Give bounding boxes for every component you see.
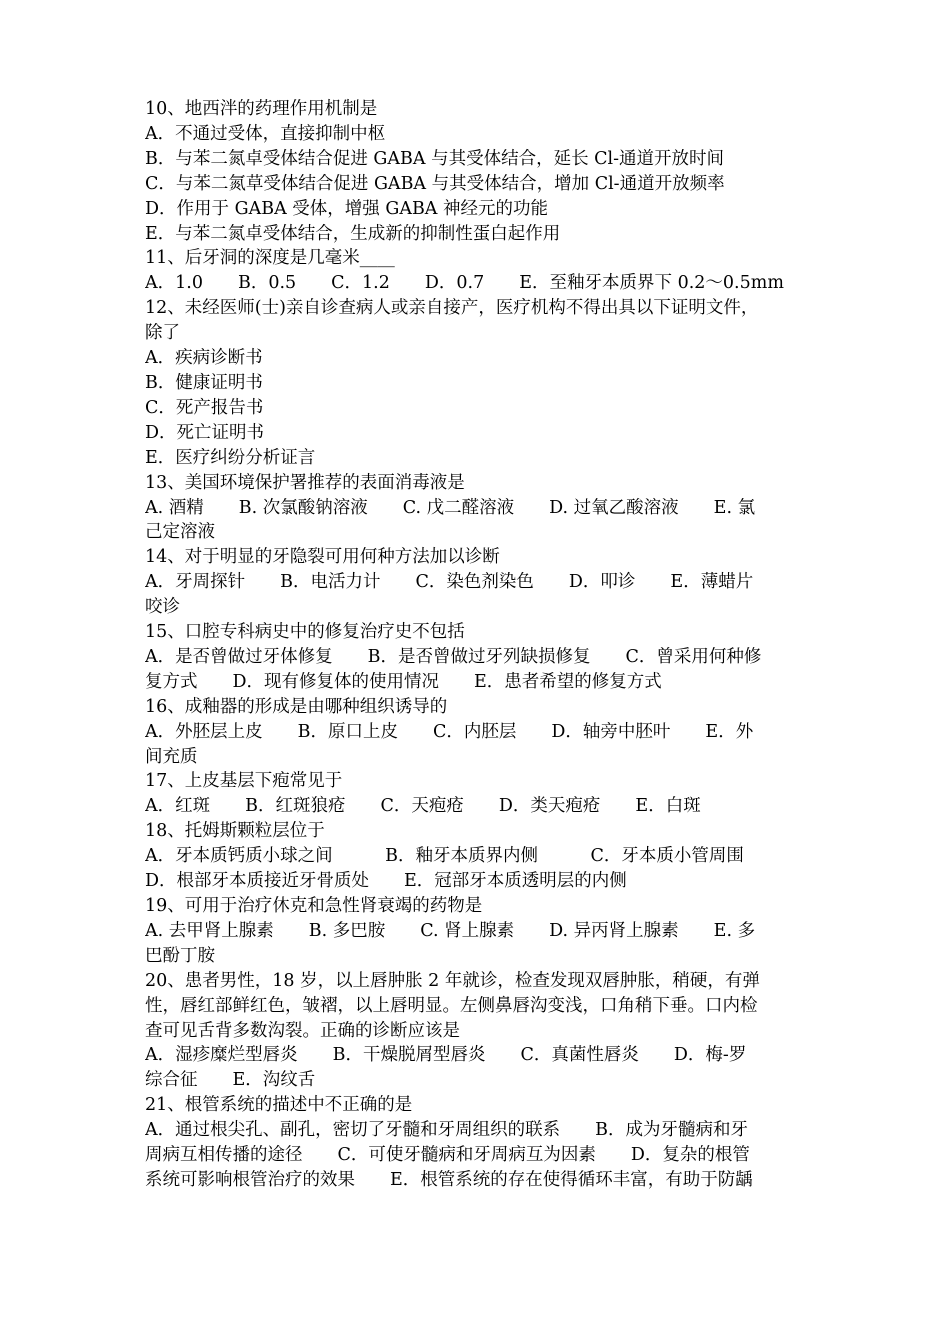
- question-11-stem: 11、后牙洞的深度是几毫米____: [145, 248, 395, 269]
- question-11-options: A．1.0 B．0.5 C．1.2 D．0.7 E．至釉牙本质界下 0.2～0.5mm: [145, 273, 784, 294]
- question-13-options: A. 酒精 B. 次氯酸钠溶液 C. 戊二醛溶液 D. 过氧乙酸溶液 E. 氯: [145, 497, 756, 518]
- question-20-stem: 20、患者男性，18 岁，以上唇肿胀 2 年就诊，检查发现双唇肿胀，稍硬，有弹: [145, 970, 760, 991]
- question-12-option-a: A．疾病诊断书: [145, 348, 263, 369]
- question-12-option-d: D．死亡证明书: [145, 422, 265, 443]
- question-15-stem: 15、口腔专科病史中的修复治疗史不包括: [145, 622, 465, 643]
- question-13-options-cont: 己定溶液: [145, 522, 215, 543]
- question-21-options-cont-2: 系统可影响根管治疗的效果 E．根管系统的存在使得循环丰富，有助于防龋: [145, 1169, 753, 1190]
- question-18-options: A．牙本质钙质小球之间 B．釉牙本质界内侧 C．牙本质小管周围: [145, 846, 744, 867]
- document-page: [145, 97, 811, 1193]
- question-12-option-c: C．死产报告书: [145, 397, 264, 418]
- question-15-options-cont: 复方式 D．现有修复体的使用情况 E．患者希望的修复方式: [145, 671, 662, 692]
- question-18-stem: 18、托姆斯颗粒层位于: [145, 821, 325, 842]
- question-21-stem: 21、根管系统的描述中不正确的是: [145, 1095, 413, 1116]
- question-10-option-a: A．不通过受体，直接抑制中枢: [145, 123, 386, 144]
- question-20-options-cont: 综合征 E．沟纹舌: [145, 1070, 316, 1091]
- question-13-stem: 13、美国环境保护署推荐的表面消毒液是: [145, 472, 465, 493]
- question-19-options: A. 去甲肾上腺素 B. 多巴胺 C. 肾上腺素 D. 异丙肾上腺素 E. 多: [145, 920, 756, 941]
- question-20-stem-cont-1: 性，唇红部鲜红色，皱褶，以上唇明显。左侧鼻唇沟变浅，口角稍下垂。口内检: [145, 995, 758, 1016]
- question-12-stem: 12、未经医师(士)亲自诊查病人或亲自接产，医疗机构不得出具以下证明文件，: [145, 298, 759, 319]
- question-10-option-e: E．与苯二氮卓受体结合，生成新的抑制性蛋白起作用: [145, 223, 561, 244]
- question-14-options: A．牙周探针 B．电活力计 C．染色剂染色 D．叩诊 E．薄蜡片: [145, 572, 754, 593]
- question-20-options: A．湿疹糜烂型唇炎 B．干燥脱屑型唇炎 C．真菌性唇炎 D．梅-罗: [145, 1045, 747, 1066]
- question-18-options-cont: D．根部牙本质接近牙骨质处 E．冠部牙本质透明层的内侧: [145, 871, 627, 892]
- question-19-options-cont: 巴酚丁胺: [145, 945, 215, 966]
- question-17-options: A．红斑 B．红斑狼疮 C．天疱疮 D．类天疱疮 E．白斑: [145, 796, 701, 817]
- question-12-stem-cont: 除了: [145, 323, 180, 344]
- question-16-stem: 16、成釉器的形成是由哪种组织诱导的: [145, 696, 448, 717]
- question-12-option-e: E．医疗纠纷分析证言: [145, 447, 316, 468]
- question-12-option-b: B．健康证明书: [145, 372, 263, 393]
- question-10-stem: 10、地西泮的药理作用机制是: [145, 99, 378, 119]
- question-10-option-c: C．与苯二氮草受体结合促进 GABA 与其受体结合，增加 Cl-通道开放频率: [145, 173, 725, 194]
- question-17-stem: 17、上皮基层下疱常见于: [145, 771, 343, 792]
- question-21-options: A．通过根尖孔、副孔，密切了牙髓和牙周组织的联系 B．成为牙髓病和牙: [145, 1120, 748, 1141]
- question-10-option-d: D．作用于 GABA 受体，增强 GABA 神经元的功能: [145, 198, 549, 219]
- question-19-stem: 19、可用于治疗休克和急性肾衰竭的药物是: [145, 896, 483, 916]
- question-16-options-cont: 间充质: [145, 746, 198, 767]
- question-14-stem: 14、对于明显的牙隐裂可用何种方法加以诊断: [145, 547, 500, 568]
- question-16-options: A．外胚层上皮 B．原口上皮 C．内胚层 D．轴旁中胚叶 E．外: [145, 721, 754, 742]
- question-14-options-cont: 咬诊: [145, 597, 180, 618]
- question-15-options: A．是否曾做过牙体修复 B．是否曾做过牙列缺损修复 C．曾采用何种修: [145, 646, 762, 667]
- question-10-option-b: B．与苯二氮卓受体结合促进 GABA 与其受体结合，延长 Cl-通道开放时间: [145, 148, 725, 169]
- question-20-stem-cont-2: 查可见舌背多数沟裂。正确的诊断应该是: [145, 1020, 460, 1041]
- question-21-options-cont-1: 周病互相传播的途径 C．可使牙髓病和牙周病互为因素 D．复杂的根管: [145, 1145, 750, 1166]
